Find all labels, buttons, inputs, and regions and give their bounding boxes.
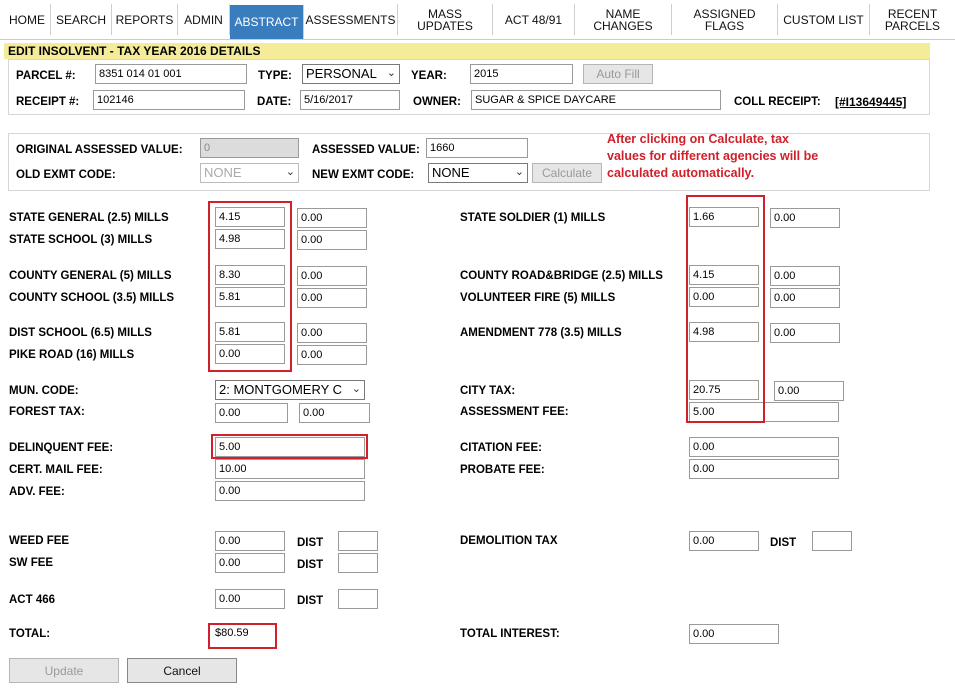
nav-name-changes[interactable]: NAME CHANGES — [575, 4, 672, 35]
total-interest-input[interactable]: 0.00 — [689, 624, 779, 644]
tax-second-input[interactable]: 0.00 — [770, 288, 840, 308]
assessed-value-label: ASSESSED VALUE: — [312, 144, 420, 156]
calculate-button[interactable]: Calculate — [532, 163, 602, 183]
highlight-box-left — [208, 201, 292, 372]
tax-label: COUNTY GENERAL (5) MILLS — [9, 270, 172, 282]
tax-input[interactable]: 4.98 — [215, 229, 285, 249]
mun-code-label: MUN. CODE: — [9, 385, 79, 397]
date-label: DATE: — [257, 96, 292, 108]
nav-reports[interactable]: REPORTS — [112, 4, 178, 35]
sw-dist-input[interactable] — [338, 553, 378, 573]
chevron-down-icon: ⌄ — [514, 166, 524, 178]
tax-second-input[interactable]: 0.00 — [297, 288, 367, 308]
assessment-fee-label: ASSESSMENT FEE: — [460, 406, 569, 418]
weed-dist-label: DIST — [297, 537, 324, 549]
tax-second-input[interactable]: 0.00 — [297, 323, 367, 343]
tax-second-input[interactable]: 0.00 — [297, 266, 367, 286]
parcel-input[interactable]: 8351 014 01 001 — [95, 64, 247, 84]
sw-fee-label: SW FEE — [9, 557, 54, 569]
top-nav — [0, 0, 955, 40]
adv-fee-input[interactable]: 0.00 — [215, 481, 365, 501]
tax-label: PIKE ROAD (16) MILLS — [9, 349, 135, 361]
owner-label: OWNER: — [413, 96, 461, 108]
page-title: EDIT INSOLVENT - TAX YEAR 2016 DETAILS — [4, 43, 930, 59]
tax-input[interactable]: 4.98 — [689, 322, 759, 342]
highlight-box-total — [208, 623, 277, 649]
mun-code-select[interactable] — [215, 380, 365, 400]
nav-custom-list[interactable]: CUSTOM LIST — [778, 4, 870, 35]
cancel-button[interactable]: Cancel — [127, 658, 237, 683]
nav-search[interactable]: SEARCH — [51, 4, 112, 35]
new-exmt-select[interactable] — [428, 163, 528, 183]
assessed-value-input[interactable]: 1660 — [426, 138, 528, 158]
forest-tax-second-input[interactable]: 0.00 — [299, 403, 370, 423]
tax-input[interactable]: 0.00 — [215, 344, 285, 364]
owner-input[interactable]: SUGAR & SPICE DAYCARE — [471, 90, 721, 110]
tax-second-input[interactable]: 0.00 — [297, 208, 367, 228]
tax-input[interactable]: 5.81 — [215, 322, 285, 342]
cert-mail-fee-label: CERT. MAIL FEE: — [9, 464, 103, 476]
nav-recent-parcels[interactable]: RECENT PARCELS — [884, 6, 941, 33]
chevron-down-icon: ⌄ — [285, 166, 295, 178]
tax-second-input[interactable]: 0.00 — [297, 230, 367, 250]
chevron-down-icon: ⌄ — [351, 383, 361, 395]
original-assessed-label: ORIGINAL ASSESSED VALUE: — [16, 144, 183, 156]
tax-input[interactable]: 1.66 — [689, 207, 759, 227]
nav-home[interactable]: HOME — [4, 4, 51, 35]
demolition-tax-input[interactable]: 0.00 — [689, 531, 759, 551]
highlight-box-right — [686, 195, 765, 423]
tax-second-input[interactable]: 0.00 — [297, 345, 367, 365]
new-exmt-label: NEW EXMT CODE: — [312, 169, 415, 181]
sw-fee-input[interactable]: 0.00 — [215, 553, 285, 573]
mun-code-value: 2: MONTGOMERY C — [219, 382, 343, 397]
new-exmt-value: NONE — [432, 165, 470, 180]
type-select-value: PERSONAL — [306, 66, 377, 81]
demolition-tax-label: DEMOLITION TAX — [460, 535, 558, 547]
tax-input[interactable]: 0.00 — [689, 287, 759, 307]
delinquent-fee-label: DELINQUENT FEE: — [9, 442, 114, 454]
year-input[interactable]: 2015 — [470, 64, 573, 84]
tax-label: STATE SOLDIER (1) MILLS — [460, 212, 606, 224]
coll-receipt-label: COLL RECEIPT: — [734, 96, 821, 108]
cert-mail-fee-input[interactable]: 10.00 — [215, 459, 365, 479]
tax-second-input[interactable]: 0.00 — [770, 266, 840, 286]
tax-label: COUNTY ROAD&BRIDGE (2.5) MILLS — [460, 270, 663, 282]
total-value: $80.59 — [215, 627, 249, 639]
coll-receipt-link[interactable]: [#I13649445] — [835, 95, 907, 109]
city-tax-label: CITY TAX: — [460, 385, 516, 397]
demolition-dist-input[interactable] — [812, 531, 852, 551]
old-exmt-select[interactable] — [200, 163, 299, 183]
chevron-down-icon: ⌄ — [386, 67, 396, 79]
adv-fee-label: ADV. FEE: — [9, 486, 65, 498]
total-label: TOTAL: — [9, 628, 51, 640]
probate-fee-input[interactable]: 0.00 — [689, 459, 839, 479]
annotation-note: After clicking on Calculate, tax values for different agencies will be calculated automatically. — [607, 132, 819, 180]
probate-fee-label: PROBATE FEE: — [460, 464, 545, 476]
act-466-input[interactable]: 0.00 — [215, 589, 285, 609]
forest-tax-input[interactable]: 0.00 — [215, 403, 288, 423]
year-label: YEAR: — [411, 70, 447, 82]
forest-tax-label: FOREST TAX: — [9, 406, 85, 418]
nav-admin[interactable]: ADMIN — [178, 4, 230, 35]
nav-abstract[interactable]: ABSTRACT — [230, 5, 304, 39]
tax-label: VOLUNTEER FIRE (5) MILLS — [460, 292, 616, 304]
old-exmt-value: NONE — [204, 165, 242, 180]
receipt-input[interactable]: 102146 — [93, 90, 245, 110]
nav-assessments[interactable]: ASSESSMENTS — [304, 4, 398, 35]
tax-input[interactable]: 5.81 — [215, 287, 285, 307]
city-tax-second-input[interactable]: 0.00 — [774, 381, 844, 401]
citation-fee-input[interactable]: 0.00 — [689, 437, 839, 457]
city-tax-input[interactable]: 20.75 — [689, 380, 759, 400]
highlight-box-delinquent — [211, 434, 368, 459]
date-input[interactable]: 5/16/2017 — [300, 90, 400, 110]
nav-mass-updates[interactable]: MASS UPDATES — [398, 4, 493, 35]
type-label: TYPE: — [258, 70, 292, 82]
tax-label: AMENDMENT 778 (3.5) MILLS — [460, 327, 622, 339]
weed-fee-label: WEED FEE — [9, 535, 70, 547]
tax-input[interactable]: 4.15 — [689, 265, 759, 285]
assessment-fee-input[interactable]: 5.00 — [689, 402, 839, 422]
weed-fee-input[interactable]: 0.00 — [215, 531, 285, 551]
tax-second-input[interactable]: 0.00 — [770, 208, 840, 228]
tax-label: DIST SCHOOL (6.5) MILLS — [9, 327, 152, 339]
demolition-dist-label: DIST — [770, 537, 797, 549]
act-466-dist-input[interactable] — [338, 589, 378, 609]
auto-fill-button[interactable]: Auto Fill — [583, 64, 653, 84]
tax-input[interactable]: 4.15 — [215, 207, 285, 227]
tax-input[interactable]: 8.30 — [215, 265, 285, 285]
update-button[interactable]: Update — [9, 658, 119, 683]
total-interest-label: TOTAL INTEREST: — [460, 628, 560, 640]
tax-label: COUNTY SCHOOL (3.5) MILLS — [9, 292, 175, 304]
parcel-label: PARCEL #: — [16, 70, 76, 82]
act-466-label: ACT 466 — [9, 594, 56, 606]
tax-second-input[interactable]: 0.00 — [770, 323, 840, 343]
delinquent-fee-input[interactable]: 5.00 — [215, 437, 365, 457]
sw-dist-label: DIST — [297, 559, 324, 571]
act-466-dist-label: DIST — [297, 595, 324, 607]
original-assessed-input[interactable]: 0 — [200, 138, 299, 158]
nav-assigned-flags[interactable]: ASSIGNED FLAGS — [672, 4, 778, 35]
nav-act-48-91[interactable]: ACT 48/91 — [493, 4, 575, 35]
old-exmt-label: OLD EXMT CODE: — [16, 169, 116, 181]
tax-label: STATE SCHOOL (3) MILLS — [9, 234, 153, 246]
citation-fee-label: CITATION FEE: — [460, 442, 542, 454]
receipt-label: RECEIPT #: — [16, 96, 80, 108]
type-select[interactable] — [302, 64, 400, 84]
tax-label: STATE GENERAL (2.5) MILLS — [9, 212, 169, 224]
weed-dist-input[interactable] — [338, 531, 378, 551]
